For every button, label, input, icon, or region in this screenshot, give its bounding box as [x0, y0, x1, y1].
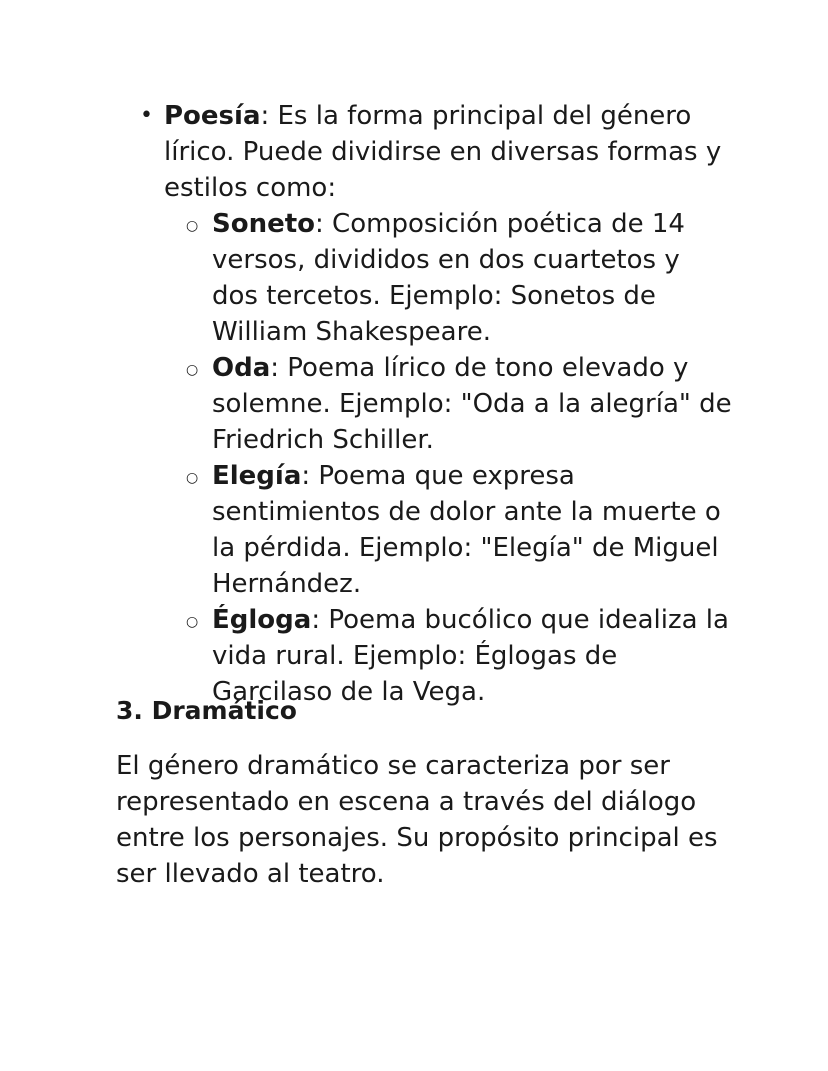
oda-description: : Poema lírico de tono elevado y solemne. Ejemplo: "Oda a la alegría" de Friedrich Schiller. — [212, 353, 732, 455]
bullet-icon: • — [140, 103, 153, 128]
circle-bullet-icon: ○ — [186, 470, 199, 486]
egloga-description: : Poema bucólico que idealiza la vida rural. Ejemplo: Églogas de Garcilaso de la Vega. — [212, 605, 729, 707]
elegia-term: Elegía — [212, 461, 302, 491]
circle-bullet-icon: ○ — [186, 218, 199, 234]
section-paragraph: El género dramático se caracteriza por ser representado en escena a través del diálogo entre los personajes. Su propósito principal es ser llevado al teatro. — [116, 751, 718, 889]
circle-bullet-icon: ○ — [186, 362, 199, 378]
list-item-oda — [186, 350, 732, 458]
circle-bullet-icon: ○ — [186, 614, 199, 630]
list-item-elegia — [186, 458, 732, 602]
elegia-description: : Poema que expresa sentimientos de dolor ante la muerte o la pérdida. Ejemplo: "Elegía" de Miguel Hernández. — [212, 461, 721, 599]
list-item-poesia — [140, 98, 764, 710]
oda-term: Oda — [212, 353, 271, 383]
soneto-term: Soneto — [212, 209, 316, 239]
section-heading: 3. Dramático — [116, 696, 297, 725]
poesia-description: : Es la forma principal del género lírico. Puede dividirse en diversas formas y estilos como: — [164, 101, 722, 203]
poesia-text — [164, 98, 764, 206]
egloga-term: Égloga — [212, 605, 312, 635]
soneto-description: : Composición poética de 14 versos, divididos en dos cuartetos y dos tercetos. Ejemplo: Sonetos de William Shakespeare. — [212, 209, 685, 347]
poesia-term: Poesía — [164, 101, 261, 131]
list-item-soneto — [186, 206, 732, 350]
sublist — [186, 206, 764, 710]
